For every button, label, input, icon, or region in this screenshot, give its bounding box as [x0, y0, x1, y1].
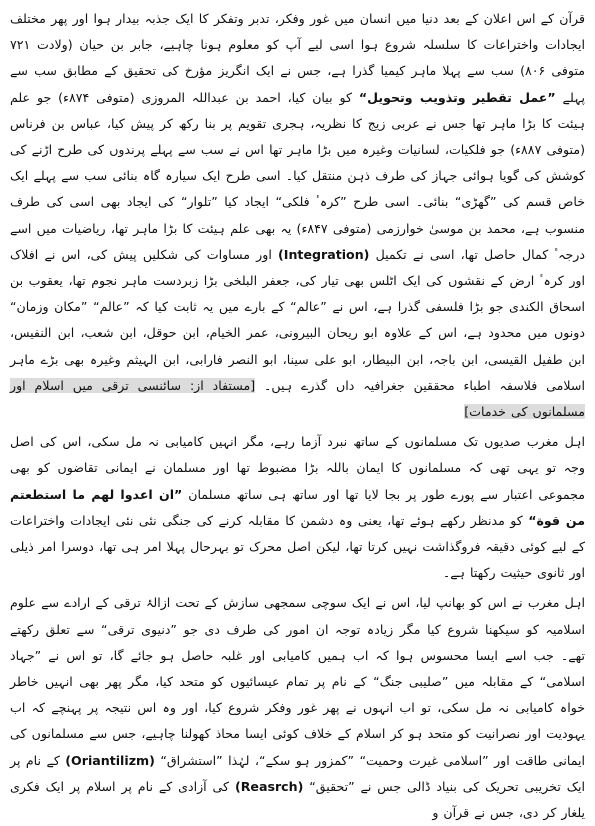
paragraph-scientists — [10, 6, 585, 425]
text-run: اہل مغرب نے اس کو بھانپ لیا، اس نے ایک سوچی سمجھی سازش کے تحت ازالۂ ترقی کے ارادے سے علوم اسلامیہ کو سیکھنا شروع کیا مگر زیادہ توجہ ان امور کی طرف دی جو ”دنیوی ترقی“ سے تعلق رکھتے تھے۔ جب اسے ایسا محسوس ہوا کہ اب ہمیں کامیابی اور غلبہ حاصل ہو جائے گا، تو اس نے ”جہاد اسلامی“ کے مقابلہ میں ”صلیبی جنگ“ کے نام پر تمام عیسائیوں کو متحد کیا، مگر پھر بھی انہیں خاطر خواہ کامیابی نہ مل سکی، تو اب انہوں نے پھر غور وفکر شروع کیا، اور وہ اس نتیجہ پر پہنچے کہ اب یہودیت اور نصرانیت کو متحد ہو کر اسلام کے خلاف کوئی ایسا محاذ کھولنا چاہیے، جس سے مسلمانوں کی ایمانی طاقت اور ”اسلامی غیرت وحمیت“ ”کمزور ہو سکے“، لہٰذا ”استشراق“ — [10, 595, 585, 768]
citation-highlight: [مستفاد از: سائنسی ترقی میں اسلام اور مسلمانوں کی خدمات] — [10, 377, 585, 420]
bold-phrase: ”عمل تقطیر وتذویب وتحویل“ — [358, 89, 556, 105]
paragraph-west-struggle — [10, 429, 585, 586]
bold-phrase: ”ان اعدوا لهم ما استطعتم من قوة“ — [10, 486, 585, 528]
text-run: قرآن کے اس اعلان کے بعد دنیا میں انسان میں غور وفکر، تدبر وتفکر کا ایک جذبہ بیدار ہوا اور پھر مختلف ایجادات واختراعات کا سلسلہ شروع ہوا اسی لیے آپ کو معلوم ہونا چاہیے، جابر بن حیان (ولادت ۷۲۱ متوفی ۸۰۶) سب سے پہلا ماہر کیمیا گذرا ہے، جس نے ایک انگریز مؤرخ کی تحقیق کے مطابق سب سے پہلے — [10, 11, 585, 105]
latin-term: (Reasrch) — [234, 778, 304, 794]
latin-term: (Integration) — [278, 246, 370, 262]
text-run: کو مدنظر رکھے ہوئے تھا، یعنی وہ دشمن کا مقابلہ کرنے کی جنگی نئی نئی ایجادات واختراعات کے لیے کوئی دقیقہ فروگذاشت نہیں کرتا تھا، لیکن اصل محرک تو بہرحال پہلا امر ہی تھا، دوسرا امر ذیلی اور ثانوی حیثیت رکھتا ہے۔ — [10, 512, 585, 581]
text-run: اہل مغرب صدیوں تک مسلمانوں کے ساتھ نبرد آزما رہے، مگر انہیں کامیابی نہ مل سکی، اس کی اصل وجہ تو یہی تھی کہ مسلمانوں کا ایمان باللہ بڑا مضبوط تھا اور مسلمان نے ایمانی تقاضوں کو بھی مجموعی اعتبار سے پورے طور پر بجا لایا تھا اور ساتھ ہی ساتھ مسلمان — [10, 434, 585, 502]
text-run: اور مساوات کی شکلیں پیش کی، اس نے افلاک اور کرہٴ ارض کے نقشوں کی ایک اٹلس بھی تیار کی، جعفر البلخی بڑا زبردست ماہر نجوم تھا، یعقوب بن اسحاق الکندی جو بڑا فلسفی گذرا ہے، اس نے ”عالم“ کے بارے میں یہ ثابت کیا کہ ”عالم“ ”مکان وزمان“ دونوں میں محدود ہے، اس کے علاوہ ابو ریحان البیرونی، عمر الخیام، ابن حوقل، ابن شعب، ابن النفیس، ابن طفیل القیسی، ابن باجہ، ابن البیطار، ابو علی سینا، ابو النصر فارابی، ابن الہیثم وغیرہ بھی بڑے ماہر اسلامی فلاسفہ اطباء محققین جغرافیہ داں گذرے ہیں۔ — [10, 246, 585, 393]
text-run: کو بیان کیا، احمد بن عبداللہ المروزی (متوفی ۸۷۴ء) جو علم ہیئت کا بڑا ماہر تھا جس نے عربی زیج کا نظریہ، ہجری تقویم پر بنا رکھ کر پیش کیا، عباس بن فرناس (متوفی ۸۸۷ء) جو فلکیات، لسانیات وغیرہ میں بڑا ماہر تھا اس نے سب سے پہلے پرندوں کی طرح اڑنے کی کوشش کی گویا ہوائی جہاز کی طرف ذہن منتقل کیا۔ اسی طرح ایک سیارہ گاہ بنائی سب سے پہلے ایک خاص قسم کی ”گھڑی“ بنائی۔ اسی طرح ”کرہٴ فلکی“ ایجاد کیا ”تلوار“ کی ایجاد بھی اسی کی طرف منسوب ہے، محمد بن موسیٰ خوارزمی (متوفی ۸۴۷ء) یہ بھی علم ہیئت کا بڑا ماہر تھا، ریاضیات میں اسے درجہٴ کمال حاصل تھا، اسی نے تکمیل — [10, 89, 585, 262]
text-run: کی آزادی کے نام پر اسلام پر ایک فکری یلغار کر دی، جس نے قرآن و — [10, 778, 585, 821]
text-run: کے نام پر ایک تخریبی تحریک کی بنیاد ڈالی جس نے ”تحقیق“ — [10, 752, 585, 794]
latin-term: (Oriantilizm) — [65, 752, 155, 768]
paragraph-orientalism — [10, 590, 585, 826]
